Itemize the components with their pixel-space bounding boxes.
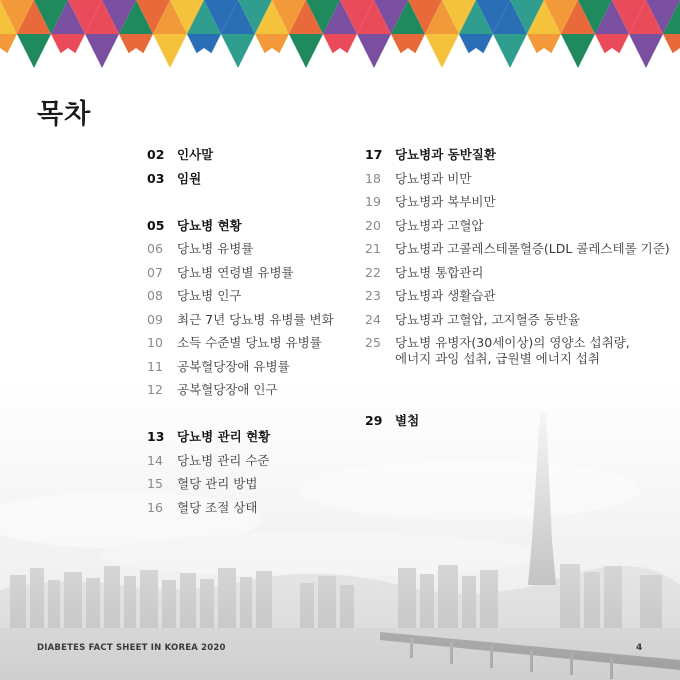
toc-right-column xyxy=(365,147,670,437)
toc-entry-label: 당뇨병 유병률 xyxy=(177,241,254,256)
toc-entry[interactable] xyxy=(147,288,334,312)
banner-edge xyxy=(238,48,306,72)
toc-page-number: 07 xyxy=(147,264,163,280)
banner-triangle xyxy=(17,34,51,68)
toc-entry-label: 당뇨병 연령별 유병률 xyxy=(177,264,294,280)
toc-entry[interactable] xyxy=(365,265,670,289)
toc-entry-label: 인사말 xyxy=(177,147,214,162)
toc-entry[interactable] xyxy=(365,288,670,312)
toc-entry-label: 당뇨병과 복부비만 xyxy=(395,194,496,209)
toc-page-number: 29 xyxy=(365,413,383,428)
toc-entry[interactable] xyxy=(365,312,670,336)
toc-entry-label: 당뇨병과 고혈압, 고지혈증 동반율 xyxy=(395,311,580,327)
toc-entry[interactable] xyxy=(147,241,334,265)
toc-entry[interactable] xyxy=(365,241,670,265)
toc-page-number: 14 xyxy=(147,452,163,468)
toc-page-number: 08 xyxy=(147,288,163,303)
toc-section-heading[interactable] xyxy=(365,413,670,437)
toc-entry-label: 공복혈당장애 인구 xyxy=(177,382,278,397)
page-title: 목차 xyxy=(37,99,92,130)
toc-entry-label: 당뇨병과 비만 xyxy=(395,170,472,186)
toc-entry-label: 별첨 xyxy=(395,413,420,428)
toc-page-number: 15 xyxy=(147,476,163,491)
toc-entry[interactable] xyxy=(147,359,334,383)
toc-page-number: 20 xyxy=(365,217,381,233)
toc-entry-label: 혈당 조절 상태 xyxy=(177,499,258,515)
toc-page-number: 09 xyxy=(147,311,163,327)
toc-page-number: 11 xyxy=(147,358,163,374)
toc-entry-label: 당뇨병 관리 수준 xyxy=(177,452,270,468)
banner-triangle xyxy=(85,34,119,68)
toc-entry-label: 당뇨병 통합관리 xyxy=(395,264,484,280)
toc-page-number: 06 xyxy=(147,241,163,256)
toc-page-number: 18 xyxy=(365,170,381,186)
toc-entry[interactable] xyxy=(147,500,334,524)
toc-section-heading[interactable] xyxy=(147,147,334,171)
toc-section-heading[interactable] xyxy=(147,218,334,242)
toc-entry-label: 임원 xyxy=(177,170,202,186)
toc-section-heading[interactable] xyxy=(147,429,334,453)
banner-triangle xyxy=(561,34,595,68)
decorative-triangle-banner xyxy=(0,0,680,72)
toc-page-number: 02 xyxy=(147,147,165,162)
toc-entry-label: 당뇨병과 생활습관 xyxy=(395,288,496,303)
toc-page-number: 03 xyxy=(147,170,165,186)
toc-page-number: 05 xyxy=(147,217,165,233)
toc-page-number: 16 xyxy=(147,499,163,515)
banner-edge xyxy=(34,48,102,72)
toc-page-number: 21 xyxy=(365,241,381,256)
banner-triangle xyxy=(629,34,663,68)
toc-entry-label: 당뇨병과 고콜레스테롤혈증(LDL 콜레스테롤 기준) xyxy=(395,241,670,256)
banner-edge xyxy=(442,48,510,72)
banner-edge xyxy=(374,48,442,72)
banner-triangle xyxy=(221,34,255,68)
toc-entry[interactable] xyxy=(365,218,670,242)
toc-page-number: 24 xyxy=(365,311,381,327)
toc-page-number: 12 xyxy=(147,382,163,397)
toc-section-heading[interactable] xyxy=(365,147,670,171)
page-number: 4 xyxy=(636,643,643,653)
toc-entry[interactable] xyxy=(365,194,670,218)
banner-edge xyxy=(102,48,170,72)
toc-entry-label: 소득 수준별 당뇨병 유병률 xyxy=(177,335,322,350)
toc-page-number: 25 xyxy=(365,335,381,350)
toc-page-number: 22 xyxy=(365,264,381,280)
toc-left-column xyxy=(147,147,334,523)
banner-triangle xyxy=(425,34,459,68)
toc-entry-label: 당뇨병과 동반질환 xyxy=(395,147,496,162)
toc-entry-label: 당뇨병 현황 xyxy=(177,217,242,233)
toc-entry[interactable] xyxy=(365,171,670,195)
toc-entry[interactable] xyxy=(147,453,334,477)
toc-entry-label: 혈당 관리 방법 xyxy=(177,476,258,491)
toc-entry-label: 당뇨병 유병자(30세이상)의 영양소 섭취량, 에너지 과잉 섭취, 급원별 에너지 섭취 xyxy=(395,335,630,366)
toc-entry[interactable] xyxy=(147,265,334,289)
banner-triangle xyxy=(289,34,323,68)
banner-edge xyxy=(578,48,646,72)
toc-entry-label: 당뇨병 관리 현황 xyxy=(177,429,271,444)
toc-entry[interactable] xyxy=(147,382,334,406)
banner-edge xyxy=(170,48,238,72)
toc-entry-label: 당뇨병과 고혈압 xyxy=(395,217,484,233)
toc-entry-label: 당뇨병 인구 xyxy=(177,288,242,303)
toc-page-number: 23 xyxy=(365,288,381,303)
toc-page-number: 17 xyxy=(365,147,383,162)
toc-entry[interactable] xyxy=(147,476,334,500)
footer-publication-title: DIABETES FACT SHEET IN KOREA 2020 xyxy=(37,643,226,653)
toc-entry-label: 공복혈당장애 유병률 xyxy=(177,358,290,374)
banner-triangle xyxy=(153,34,187,68)
toc-entry[interactable] xyxy=(147,312,334,336)
toc-page-number: 10 xyxy=(147,335,163,350)
toc-section-heading[interactable] xyxy=(147,171,334,195)
toc-page-number: 19 xyxy=(365,194,381,209)
toc-entry[interactable] xyxy=(365,335,670,399)
banner-triangle xyxy=(357,34,391,68)
banner-triangle xyxy=(493,34,527,68)
toc-entry[interactable] xyxy=(147,335,334,359)
toc-page-number: 13 xyxy=(147,429,165,444)
banner-edge xyxy=(510,48,578,72)
toc-entry-label: 최근 7년 당뇨병 유병률 변화 xyxy=(177,311,334,327)
banner-edge xyxy=(306,48,374,72)
